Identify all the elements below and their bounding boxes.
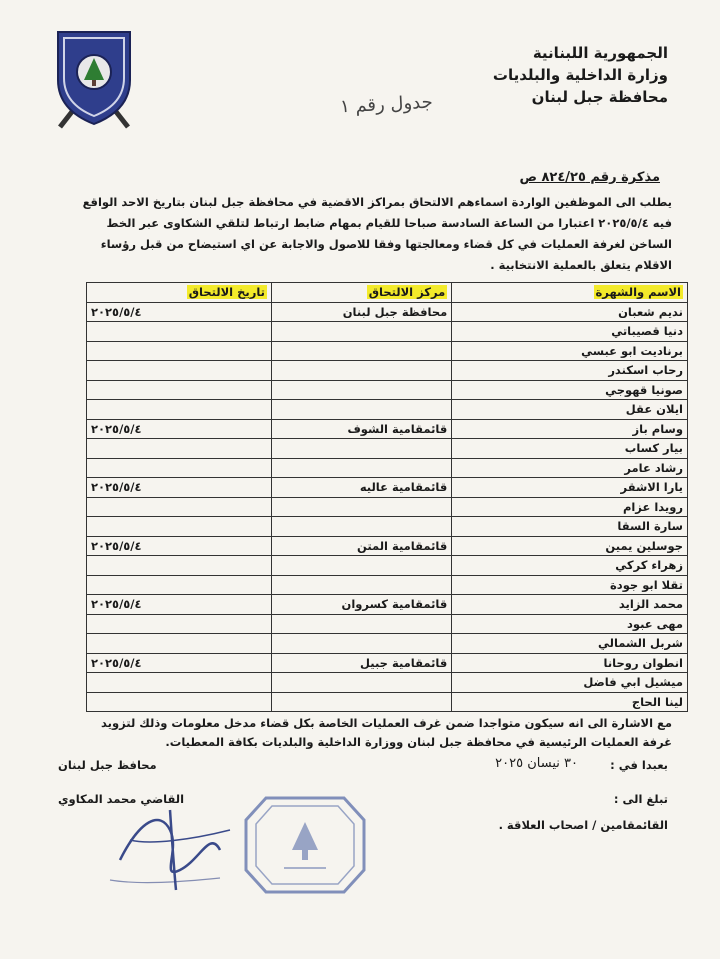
cell-date: ٢٠٢٥/٥/٤ xyxy=(87,653,272,673)
table-row xyxy=(87,556,688,576)
handwritten-table-note: جدول رقم ١ xyxy=(339,91,434,118)
cell-center xyxy=(272,556,452,576)
cell-name: ميشيل ابي فاضل xyxy=(452,673,688,693)
intro-line: يطلب الى الموظفين الواردة اسماءهم الالتحاق بمراكز الاقضية في محافظة جبل لبنان بتاريخ الاحد الواقع xyxy=(82,195,672,209)
cell-date xyxy=(87,341,272,361)
baabda-label: بعبدا في : xyxy=(610,758,668,772)
cell-name: برناديت ابو عبسي xyxy=(452,341,688,361)
cell-date xyxy=(87,692,272,712)
header-center: مركز الالتحاق xyxy=(272,283,452,303)
table-row xyxy=(87,595,688,615)
cell-date xyxy=(87,439,272,459)
table-row xyxy=(87,322,688,342)
cell-date xyxy=(87,634,272,654)
official-stamp-icon xyxy=(240,790,370,900)
table-row xyxy=(87,400,688,420)
table-row xyxy=(87,458,688,478)
table-row xyxy=(87,575,688,595)
cell-date: ٢٠٢٥/٥/٤ xyxy=(87,478,272,498)
assignment-table xyxy=(86,282,688,712)
cell-name: صونيا قهوجي xyxy=(452,380,688,400)
table-row xyxy=(87,302,688,322)
cell-date: ٢٠٢٥/٥/٤ xyxy=(87,536,272,556)
cell-name: جوسلين يمين xyxy=(452,536,688,556)
table-row xyxy=(87,634,688,654)
table-header-row xyxy=(87,283,688,303)
cell-date: ٢٠٢٥/٥/٤ xyxy=(87,595,272,615)
cell-center xyxy=(272,575,452,595)
cell-name: رحاب اسكندر xyxy=(452,361,688,381)
cell-center: قائمقامية عاليه xyxy=(272,478,452,498)
governor-title: محافظ جبل لبنان xyxy=(58,758,157,772)
letterhead xyxy=(493,42,668,108)
memo-number: مذكرة رقم ٨٢٤/٢٥ ص xyxy=(519,170,660,185)
intro-line: الساخن لغرفة العمليات في كل قضاء ومعالجتها وفقا للاصول والاجابة عن اي استيضاح من قبل رؤساء xyxy=(100,237,672,251)
cell-center: قائمقامية جبيل xyxy=(272,653,452,673)
note-line: غرفة العمليات الرئيسية في محافظة جبل لبنان ووزارة الداخلية والبلديات بكافة المعطيات. xyxy=(165,735,672,749)
table-row xyxy=(87,341,688,361)
cell-date xyxy=(87,458,272,478)
cell-date xyxy=(87,575,272,595)
cell-name: انطوان روحانا xyxy=(452,653,688,673)
cell-name: سارة السقا xyxy=(452,517,688,537)
cell-name: تقلا ابو جودة xyxy=(452,575,688,595)
table-row xyxy=(87,536,688,556)
note-line: مع الاشارة الى انه سيكون متواجدا ضمن غرف العمليات الخاصة بكل قضاء مدخل معلومات وذلك لتزويد xyxy=(101,716,672,730)
cell-name: محمد الزايد xyxy=(452,595,688,615)
baabda-date: ٣٠ نيسان ٢٠٢٥ xyxy=(495,756,578,771)
cell-center xyxy=(272,439,452,459)
cell-date xyxy=(87,614,272,634)
cell-center xyxy=(272,380,452,400)
cell-center xyxy=(272,322,452,342)
cell-center: محافظة جبل لبنان xyxy=(272,302,452,322)
cell-date: ٢٠٢٥/٥/٤ xyxy=(87,419,272,439)
table-row xyxy=(87,497,688,517)
intro-line: الاقلام يتعلق بالعملية الانتخابية . xyxy=(490,258,672,272)
cell-center xyxy=(272,673,452,693)
ministry-emblem-icon xyxy=(50,22,138,140)
cell-name: رشاد عامر xyxy=(452,458,688,478)
cell-name: شربل الشمالي xyxy=(452,634,688,654)
table-row xyxy=(87,517,688,537)
letterhead-ministry: وزارة الداخلية والبلديات xyxy=(492,66,668,84)
cell-date xyxy=(87,380,272,400)
cell-name: ايلان عقل xyxy=(452,400,688,420)
cell-name: زهراء كركي xyxy=(452,556,688,576)
cell-center xyxy=(272,614,452,634)
cell-date xyxy=(87,322,272,342)
signature-icon xyxy=(100,790,240,900)
table-row xyxy=(87,673,688,693)
cell-date: ٢٠٢٥/٥/٤ xyxy=(87,302,272,322)
cell-center xyxy=(272,458,452,478)
cell-center: قائمقامية الشوف xyxy=(272,419,452,439)
table-row xyxy=(87,653,688,673)
cell-name: دنيا قصيباتي xyxy=(452,322,688,342)
table-row xyxy=(87,380,688,400)
cell-name: لينا الحاج xyxy=(452,692,688,712)
cell-date xyxy=(87,556,272,576)
header-date: تاريخ الالتحاق xyxy=(87,283,272,303)
cell-name: بيار كساب xyxy=(452,439,688,459)
cell-name: وسام باز xyxy=(452,419,688,439)
cell-date xyxy=(87,361,272,381)
note-paragraph xyxy=(66,714,672,752)
intro-paragraph xyxy=(70,192,672,276)
intro-line: فيه ٢٠٢٥/٥/٤ اعتبارا من الساعة السادسة صباحا للقيام بمهام ضابط ارتباط لتلقي الشكاوى عبر الخط xyxy=(106,216,672,230)
cell-date xyxy=(87,517,272,537)
cell-center xyxy=(272,634,452,654)
cell-center: قائمقامية المتن xyxy=(272,536,452,556)
governor-name: القاضي محمد المكاوي xyxy=(58,792,185,806)
cell-name: نديم شعبان xyxy=(452,302,688,322)
table-row xyxy=(87,419,688,439)
cell-center: قائمقامية كسروان xyxy=(272,595,452,615)
table-row xyxy=(87,478,688,498)
cell-center xyxy=(272,692,452,712)
table-row xyxy=(87,614,688,634)
cell-name: يارا الاشقر xyxy=(452,478,688,498)
letterhead-governorate: محافظة جبل لبنان xyxy=(531,88,668,106)
cell-date xyxy=(87,400,272,420)
cell-center xyxy=(272,361,452,381)
recipients: القائمقامين / اصحاب العلاقة . xyxy=(498,818,668,832)
cell-date xyxy=(87,673,272,693)
table-row xyxy=(87,361,688,381)
table-row xyxy=(87,692,688,712)
header-name: الاسم والشهرة xyxy=(452,283,688,303)
cell-center xyxy=(272,400,452,420)
cell-name: رويدا عزام xyxy=(452,497,688,517)
table-row xyxy=(87,439,688,459)
cell-name: مهى عبود xyxy=(452,614,688,634)
cell-center xyxy=(272,497,452,517)
cell-date xyxy=(87,497,272,517)
tablagh-label: تبلغ الى : xyxy=(613,792,668,806)
cell-center xyxy=(272,341,452,361)
cell-center xyxy=(272,517,452,537)
letterhead-country: الجمهورية اللبنانية xyxy=(532,44,668,62)
